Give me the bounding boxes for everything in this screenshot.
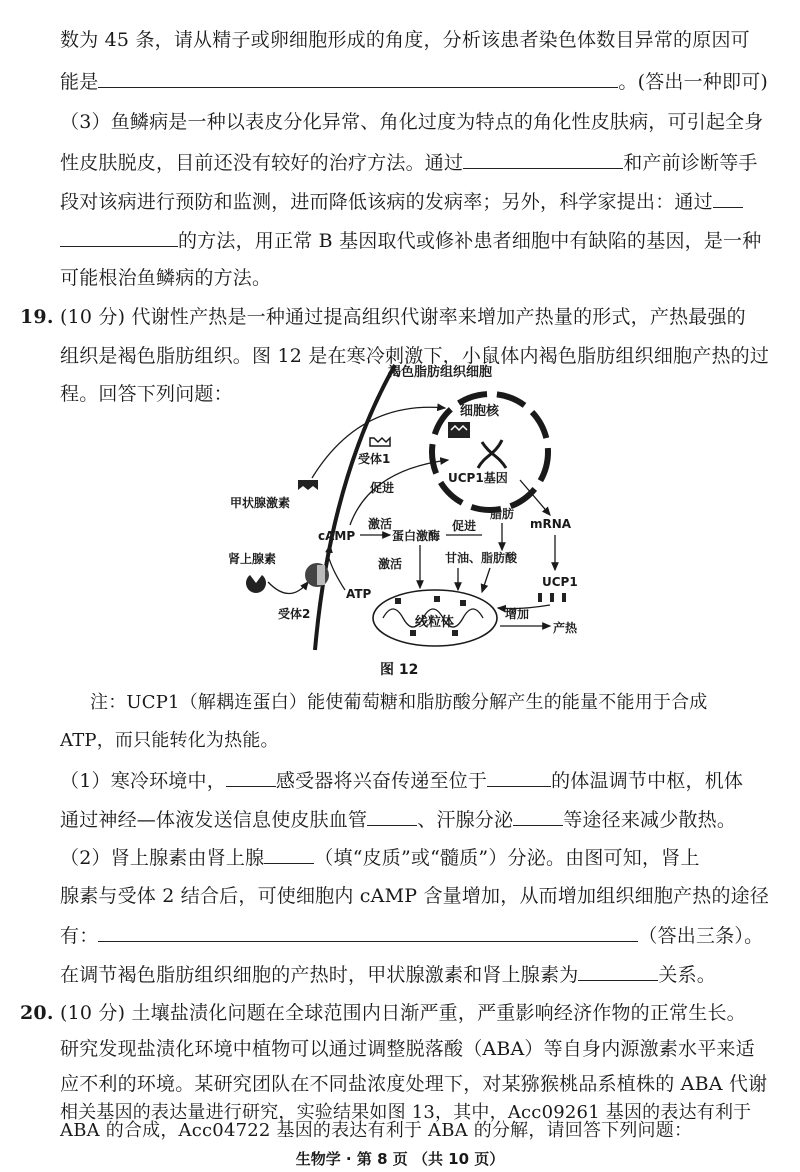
ucp1-label: UCP1 [542, 575, 578, 589]
answer-blank[interactable] [463, 148, 623, 169]
q19-p2-text-b: （填“皮质”或“髓质”）分泌。由图可知，肾上 [314, 847, 700, 869]
receptor1-icon [370, 438, 390, 446]
answer-blank[interactable] [226, 766, 276, 787]
q19-line3: 程。回答下列问题： [60, 383, 233, 405]
receptor1-label: 受体1 [358, 452, 391, 466]
q19-line1: (10 分) 代谢性产热是一种通过提高组织代谢率来增加产热量的形式，产热最强的 [60, 306, 746, 328]
q19-p2-text-c: 有： [60, 925, 99, 947]
q19-p1-text-c: 的体温调节中枢，机体 [551, 770, 744, 792]
camp-label: cAMP [318, 529, 356, 543]
q19-p1-text-d: 通过神经—体液发送信息使皮肤血管 [60, 809, 368, 831]
q18-p3-line4-text: 的方法，用正常 B 基因取代或修补患者细胞中有缺陷的基因，是一种 [178, 230, 762, 252]
q20-line5: ABA 的合成，Acc04722 基因的表达有利于 ABA 的分解，请回答下列问题： [60, 1120, 693, 1141]
thyroid-hormone-label: 甲状腺激素 [230, 496, 291, 510]
fat-label: 脂肪 [490, 507, 515, 521]
q19-p2-text-e: 在调节褐色脂肪组织细胞的产热时，甲状腺激素和肾上腺素为 [60, 964, 579, 986]
q19-p2-line2: 腺素与受体 2 结合后，可使细胞内 cAMP 含量增加，从而增加组织细胞产热的途径 [60, 885, 770, 907]
answer-blank[interactable] [98, 921, 638, 942]
answer-blank[interactable] [487, 766, 551, 787]
promote1-label: 促进 [370, 481, 395, 495]
q19-line2: 组织是褐色脂肪组织。图 12 是在寒冷刺激下，小鼠体内褐色脂肪组织细胞产热的过 [60, 345, 770, 367]
q19-p2-line4 [60, 960, 716, 989]
q19-p1-line2 [60, 805, 736, 834]
q18-line1: 数为 45 条，请从精子或卵细胞形成的角度，分析该患者染色体数目异常的原因可 [60, 29, 750, 51]
cell-label: 褐色脂肪组织细胞 [388, 365, 493, 380]
q19-p1-text-b: 感受器将兴奋传递至位于 [275, 770, 488, 792]
promote2-label: 促进 [452, 519, 477, 533]
answer-blank[interactable] [513, 805, 563, 826]
q20-line3: 应不利的环境。某研究团队在不同盐浓度处理下，对某猕猴桃品系植株的 ABA 代谢 [60, 1073, 768, 1095]
q19-p1-line1 [60, 766, 743, 795]
heat-label: 产热 [553, 621, 578, 635]
q19-note-line1: 注：UCP1（解耦连蛋白）能使葡萄糖和脂肪酸分解产生的能量不能用于合成 [90, 692, 708, 713]
thyroid-hormone-icon [298, 480, 318, 490]
q18-p3-line4 [60, 226, 761, 255]
nucleus-label: 细胞核 [460, 404, 500, 419]
mitochondria-label: 线粒体 [415, 615, 455, 630]
q18-line2-tail: 。(答出一种即可) [618, 71, 769, 93]
q19-p2-text-a: （2）肾上腺素由肾上腺 [60, 847, 265, 869]
answer-blank[interactable] [264, 843, 314, 864]
figure-12-diagram [220, 360, 620, 655]
dna-icon [478, 440, 506, 468]
answer-blank[interactable] [60, 226, 178, 247]
page-footer: 生物学 · 第 8 页 （共 10 页） [295, 1150, 505, 1168]
q18-line2 [60, 67, 768, 96]
figure-12-caption: 图 12 [380, 662, 419, 678]
q19-note-line2: ATP，而只能转化为热能。 [60, 730, 279, 751]
atp-label: ATP [346, 587, 372, 601]
q18-p3-line2-tail: 和产前诊断等手 [623, 152, 758, 174]
q18-p3-line5: 可能根治鱼鳞病的方法。 [60, 267, 272, 289]
q18-line2-text: 能是 [60, 71, 99, 93]
adrenaline-icon [246, 575, 266, 593]
ucp1-gene-label: UCP1基因 [448, 471, 508, 485]
q19-p2-text-d: （答出三条）。 [638, 925, 764, 947]
activate1-label: 激活 [368, 517, 393, 531]
q18-p3-line2 [60, 148, 758, 177]
q20-line2: 研究发现盐渍化环境中植物可以通过调整脱落酸（ABA）等自身内源激素水平来适 [60, 1038, 755, 1060]
q18-p3-line1: （3）鱼鳞病是一种以表皮分化异常、角化过度为特点的角化性皮肤病，可引起全身 [60, 111, 764, 133]
increase-label: 增加 [505, 607, 530, 621]
protein-kinase-label: 蛋白激酶 [392, 529, 441, 543]
q18-p3-line3 [60, 187, 743, 216]
q19-p2-line3 [60, 921, 763, 950]
q19-p1-text-e: 、汗腺分泌 [417, 809, 514, 831]
adrenaline-label: 肾上腺素 [228, 552, 277, 566]
q19-number: 19. [20, 306, 54, 328]
q18-p3-line3-text: 段对该病进行预防和监测，进而降低该病的发病率；另外，科学家提出：通过 [60, 191, 713, 213]
q20-number: 20. [20, 1002, 54, 1024]
q19-p2-line1 [60, 843, 700, 872]
answer-blank[interactable] [578, 960, 658, 981]
answer-blank[interactable] [713, 187, 743, 208]
q18-p3-line2-text: 性皮肤脱皮，目前还没有较好的治疗方法。通过 [60, 152, 464, 174]
mrna-label: mRNA [530, 517, 572, 531]
q20-line1: (10 分) 土壤盐渍化问题在全球范围内日渐严重，严重影响经济作物的正常生长。 [60, 1002, 746, 1024]
q19-p1-text-f: 等途径来减少散热。 [563, 809, 737, 831]
activate2-label: 激活 [378, 557, 403, 571]
glycerol-fa-label: 甘油、脂肪酸 [445, 551, 518, 565]
cell-membrane [315, 365, 395, 650]
q19-p1-text-a: （1）寒冷环境中， [60, 770, 226, 792]
q20-line4: 相关基因的表达量进行研究，实验结果如图 13，其中，Acc09261 基因的表达有利于 [60, 1102, 752, 1123]
answer-blank[interactable] [98, 67, 618, 88]
q19-p2-text-f: 关系。 [658, 964, 717, 986]
answer-blank[interactable] [367, 805, 417, 826]
receptor2-label: 受体2 [278, 607, 311, 621]
